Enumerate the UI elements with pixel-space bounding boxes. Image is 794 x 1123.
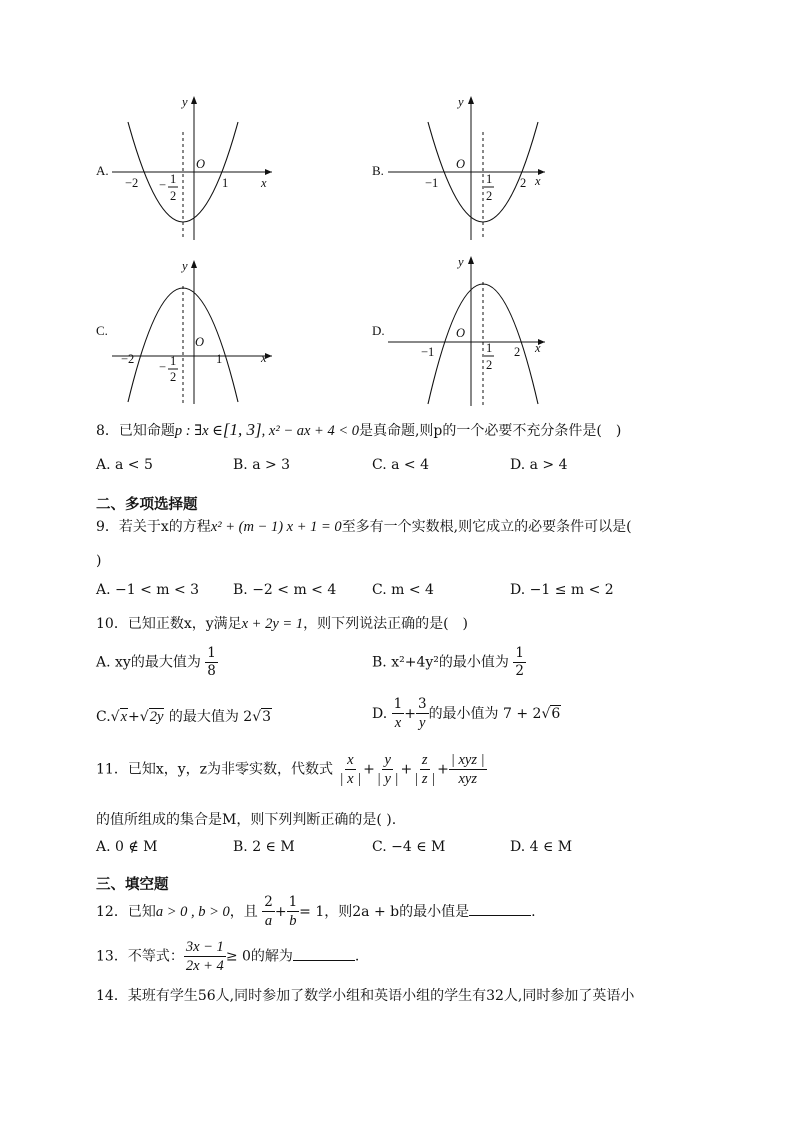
graph-c-label: C.: [96, 323, 108, 338]
graph-d-right-root: 2: [514, 345, 521, 359]
graph-a-right-root: 1: [222, 176, 229, 190]
graph-a-axis-den: 2: [170, 189, 177, 203]
question-13-stem: 13．不等式： $\frac{3x - 1}{2x + 4}$ ≥ 0的解为 .: [96, 939, 360, 974]
graph-d-x-label: x: [535, 341, 541, 355]
graph-d-label: D.: [372, 323, 385, 338]
question-9-option-b: B. −2 < m < 4: [233, 582, 337, 598]
graph-a-axis-sign: −: [159, 178, 167, 192]
graph-c-origin: O: [195, 335, 205, 349]
graph-d-axis-num: 1: [486, 341, 493, 355]
question-14-stem: 14．某班有学生56人,同时参加了数学小组和英语小组的学生有32人,同时参加了英语小: [96, 988, 635, 1004]
graph-c-axis-den: 2: [170, 370, 177, 384]
graph-c-left-root: −2: [121, 352, 135, 366]
question-11-option-b: B. 2 ∈ M: [233, 839, 295, 855]
graph-c-right-root: 1: [216, 352, 223, 366]
graph-a-x-label: x: [261, 176, 267, 190]
graph-d: [388, 252, 558, 410]
question-10-stem: 10．已知正数x，y满足x + 2y = 1，则下列说法正确的是( ): [96, 616, 469, 632]
question-8-option-b: B. a > 3: [233, 457, 291, 473]
graph-c: [112, 256, 282, 406]
graph-b-axis-num: 1: [486, 172, 493, 186]
graph-a-origin: O: [196, 157, 206, 171]
graph-d-origin: O: [456, 326, 466, 340]
question-9-stem: 9．若关于x的方程x² + (m − 1) x + 1 = 0至多有一个实数根,则它成立的必要条件可以是(: [96, 519, 632, 535]
graph-c-y-label: y: [182, 259, 188, 273]
question-11-stem-line2: 的值所组成的集合是M，则下列判断正确的是( ).: [96, 812, 397, 828]
section-3-heading: 三、填空题: [96, 877, 169, 893]
graph-b-x-label: x: [535, 174, 541, 188]
question-8-option-c: C. a < 4: [372, 457, 429, 473]
question-11-option-c: C. −4 ∈ M: [372, 839, 446, 855]
question-12-stem: 12．已知a > 0 , b > 0，且 $\frac{2}{a}$ + $\frac{1}{b}$ = 1，则2a + b的最小值是 .: [96, 894, 536, 929]
question-9-option-d: D. −1 ≤ m < 2: [510, 582, 614, 598]
graph-b-label: B.: [372, 163, 384, 178]
question-9-option-c: C. m < 4: [372, 582, 434, 598]
question-10-option-b: B. x²+4y²的最小值为 $\frac{1}{2}$: [372, 645, 524, 679]
question-12-answer-blank: [469, 903, 531, 916]
graph-d-left-root: −1: [421, 345, 435, 359]
graph-c-axis-sign: −: [159, 360, 167, 374]
graph-b: [388, 92, 558, 242]
graph-a-y-label: y: [182, 95, 188, 109]
question-8-stem: 8．已知命题p : ∃x ∈[1, 3], x² − ax + 4 < 0是真命题,则p的一个必要不充分条件是( ): [96, 420, 622, 439]
graph-c-axis-num: 1: [170, 354, 177, 368]
graph-b-right-root: 2: [520, 176, 527, 190]
question-11-option-d: D. 4 ∈ M: [510, 839, 573, 855]
graph-a-axis-num: 1: [170, 172, 177, 186]
question-10-option-c: C.√x+√2y 的最大值为 2√3: [96, 709, 272, 725]
question-9-stem-end: ): [96, 553, 102, 569]
question-10-option-d: D. $\frac{1}{x}$ + $\frac{3}{y}$ 的最小值为 7 + 2√6: [372, 696, 561, 731]
question-10-option-a: A. xy的最大值为 $\frac{1}{8}$: [96, 645, 216, 679]
graph-d-axis-den: 2: [486, 358, 493, 372]
graph-b-axis-den: 2: [486, 189, 493, 203]
question-13-answer-blank: [293, 948, 355, 961]
graph-a-label: A.: [96, 163, 109, 178]
graph-c-x-label: x: [261, 351, 267, 365]
question-9-option-a: A. −1 < m < 3: [96, 582, 200, 598]
section-2-heading: 二、多项选择题: [96, 497, 198, 513]
question-8-option-d: D. a > 4: [510, 457, 568, 473]
graph-a: [112, 92, 282, 242]
graph-a-left-root: −2: [125, 176, 139, 190]
graph-b-y-label: y: [458, 95, 464, 109]
question-11-stem: 11．已知x，y，z为非零实数，代数式 $\frac{x}{| x |}$ + $\frac{y}{| y |}$ + $\frac{z}{| z |}$ + $\frac{\text{| xyz |}}{\text{xyz}}$: [96, 752, 485, 787]
question-8-option-a: A. a < 5: [96, 457, 153, 473]
graph-b-origin: O: [456, 157, 466, 171]
question-11-option-a: A. 0 ∉ M: [96, 839, 158, 855]
graph-d-y-label: y: [458, 255, 464, 269]
graph-b-left-root: −1: [425, 176, 439, 190]
